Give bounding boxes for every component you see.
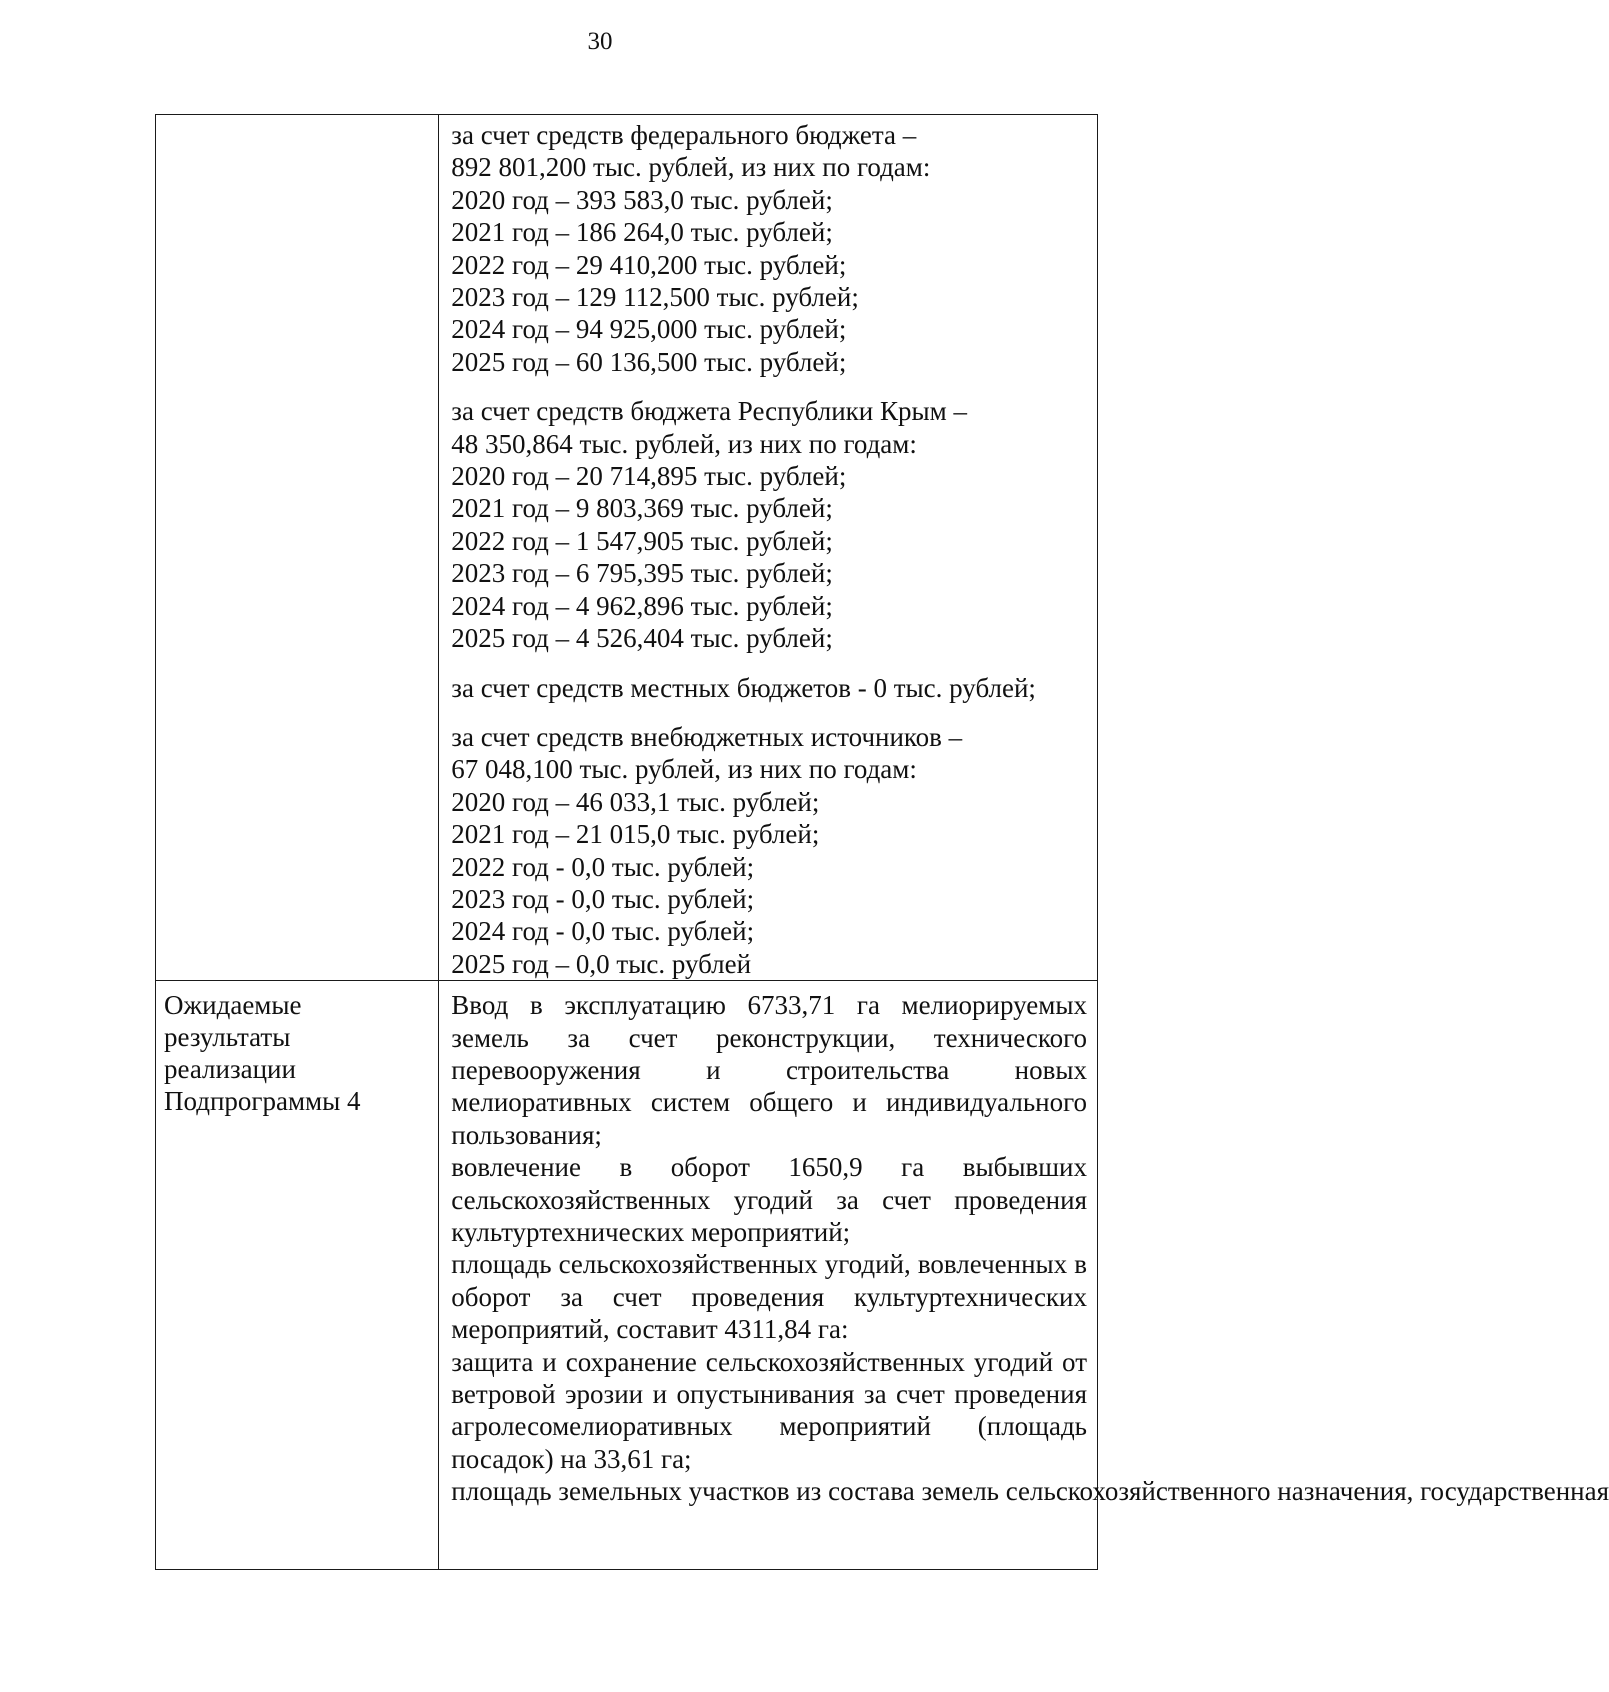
federal-line: 2024 год – 94 925,000 тыс. рублей; [451, 314, 847, 345]
expected-results-row [156, 981, 1098, 1570]
federal-line: 2025 год – 60 136,500 тыс. рублей; [451, 346, 847, 377]
extrabudgetary-line: 2025 год – 0,0 тыс. рублей [451, 948, 752, 979]
federal-line: 2022 год – 29 410,200 тыс. рублей; [451, 249, 847, 280]
result-paragraph: защита и сохранение сельскохозяйственных угодий от ветровой эрозии и опустынивания за счет проведения агролесомелиоративных мероприятий (площадь посадок) на 33,61 га; [451, 1346, 1087, 1474]
republic-line: 2023 год – 6 795,395 тыс. рублей; [451, 558, 833, 589]
republic-line: 2022 год – 1 547,905 тыс. рублей; [451, 525, 833, 556]
result-paragraph: площадь сельскохозяйственных угодий, вовлеченных в оборот за счет проведения культуртехнических мероприятий, составит 4311,84 га: [451, 1249, 1087, 1345]
federal-line: 892 801,200 тыс. рублей, из них по годам: [451, 152, 931, 183]
extrabudgetary-line: 2022 год - 0,0 тыс. рублей; [451, 851, 755, 882]
row-label-line: Подпрограммы 4 [164, 1086, 361, 1117]
local-line: за счет средств местных бюджетов - 0 тыс. рублей; [451, 672, 1036, 703]
page-number: 30 [587, 28, 613, 55]
federal-line: 2023 год – 129 112,500 тыс. рублей; [451, 282, 859, 313]
federal-line: за счет средств федерального бюджета – [451, 120, 917, 150]
local-budget-block [451, 672, 1087, 704]
result-paragraph: вовлечение в оборот 1650,9 га выбывших сельскохозяйственных угодий за счет проведения культуртехнических мероприятий; [451, 1152, 1087, 1247]
republic-line: 2020 год – 20 714,895 тыс. рублей; [451, 461, 847, 492]
republic-line: 2024 год – 4 962,896 тыс. рублей; [451, 590, 833, 621]
republic-line: 2025 год – 4 526,404 тыс. рублей; [451, 623, 833, 654]
extrabudgetary-line: 2023 год - 0,0 тыс. рублей; [451, 883, 755, 914]
federal-budget-block [451, 119, 1087, 378]
republic-line: за счет средств бюджета Республики Крым – [451, 396, 967, 427]
program-passport-table [155, 114, 1609, 1570]
expected-results-text-cell [439, 981, 1609, 1570]
republic-line: 48 350,864 тыс. рублей, из них по годам: [451, 428, 917, 459]
funding-row [156, 115, 1098, 981]
extrabudgetary-line: 2020 год – 46 033,1 тыс. рублей; [451, 786, 820, 817]
expected-results-label-cell [156, 981, 439, 1570]
republic-budget-block [451, 395, 1087, 654]
extrabudgetary-line: 2024 год - 0,0 тыс. рублей; [451, 916, 755, 947]
extrabudgetary-line: за счет средств внебюджетных источников – [451, 721, 963, 752]
row-label-line: Ожидаемые [164, 990, 302, 1021]
federal-line: 2021 год – 186 264,0 тыс. рублей; [451, 217, 833, 248]
funding-details-cell [439, 115, 1098, 981]
extrabudgetary-line: 67 048,100 тыс. рублей, из них по годам: [451, 754, 917, 785]
extrabudgetary-line: 2021 год – 21 015,0 тыс. рублей; [451, 819, 820, 850]
funding-label-cell [156, 115, 439, 981]
result-paragraph: площадь земельных участков из состава земель сельскохозяйственного назначения, государственная [451, 1476, 1609, 1507]
extrabudgetary-block [451, 721, 1087, 980]
row-label-line: результаты [164, 1022, 291, 1053]
republic-line: 2021 год – 9 803,369 тыс. рублей; [451, 493, 833, 524]
federal-line: 2020 год – 393 583,0 тыс. рублей; [451, 184, 833, 215]
row-label-line: реализации [164, 1054, 296, 1085]
result-paragraph: Ввод в эксплуатацию 6733,71 га мелиорируемых земель за счет реконструкции, технического перевооружения и строительства новых мелиоративных систем общего и индивидуального пользования; [451, 990, 1087, 1150]
